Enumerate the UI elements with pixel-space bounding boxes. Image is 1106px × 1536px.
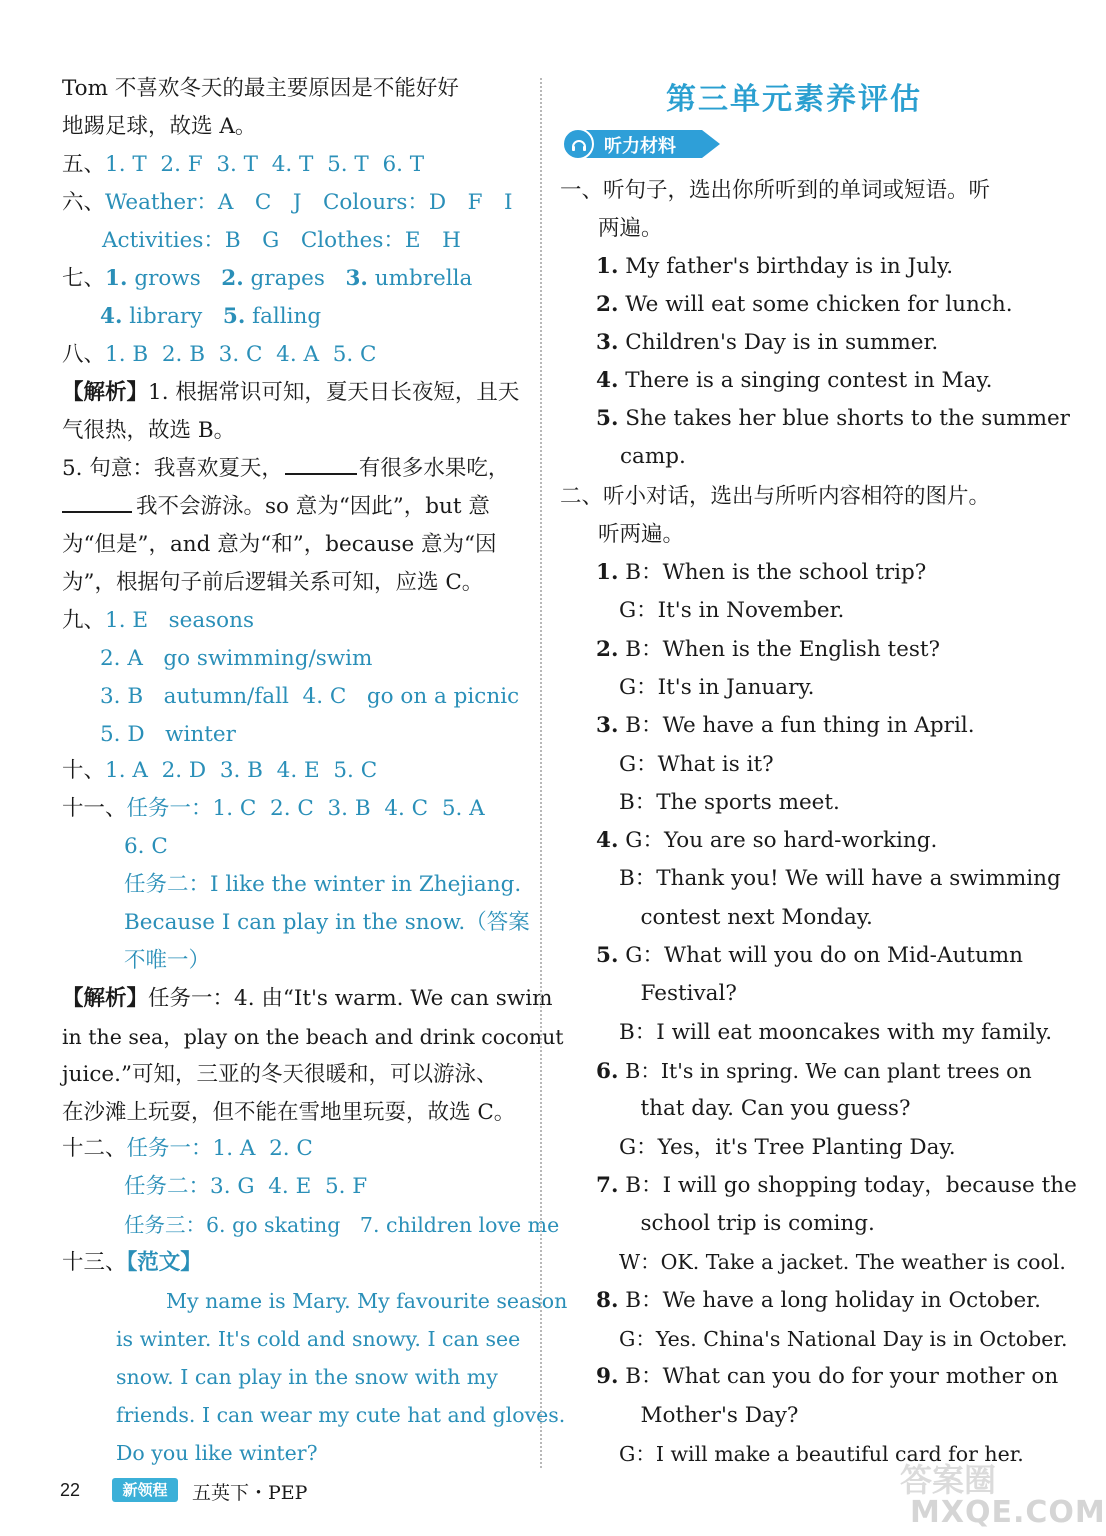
section-12-task2: 任务二：3. G 4. E 5. F — [124, 1174, 368, 1199]
essay-line: Do you like winter? — [116, 1441, 318, 1465]
dialog-line — [619, 903, 873, 933]
item-number: 7. — [596, 1172, 619, 1198]
item-number: 5. — [596, 943, 619, 968]
dialog-text: B：It's in spring. We can plant trees on — [625, 1058, 1032, 1083]
sentence-text: We will eat some chicken for lunch. — [625, 292, 1013, 317]
text-line: 两遍。 — [598, 216, 663, 241]
dialog-text: G：It's in November. — [619, 598, 845, 624]
dialog-text: G：Yes. China's National Day is in October. — [619, 1327, 1068, 1351]
dialog-line — [619, 1401, 798, 1431]
dialog-text: school trip is coming. — [619, 1211, 875, 1237]
blank-line — [285, 455, 357, 475]
badge-circle — [562, 128, 594, 160]
section-11-item6: 6. C — [124, 834, 168, 859]
essay-line: friends. I can wear my cute hat and gloves. — [116, 1403, 566, 1427]
badge-label: 听力材料 — [604, 136, 676, 157]
essay-line: is winter. It's cold and snowy. I can see — [116, 1327, 521, 1351]
dialog-text: B：Thank you! We will have a swimming — [619, 866, 1061, 892]
section-9-row: 2. A go swimming/swim — [100, 646, 373, 671]
listening-sentence — [596, 404, 1070, 434]
dialog-line — [619, 1133, 956, 1163]
section-13: 十三、【范文】 — [62, 1250, 202, 1275]
brand-logo: 新领程 — [112, 1478, 178, 1502]
dialog-text: B：When is the English test? — [625, 636, 941, 662]
dialog-line — [619, 1247, 1066, 1278]
listening-sentence — [596, 252, 953, 282]
part-2: 二、听小对话，选出与所听内容相符的图片。 — [560, 484, 991, 509]
item-number: 6. — [596, 1058, 619, 1084]
dialog-text: G：What will you do on Mid-Autumn — [625, 943, 1024, 968]
dialog-line — [619, 596, 844, 626]
section-11-task2: 不唯一） — [124, 948, 211, 973]
text-line: 为”，根据句子前后逻辑关系可知，应选 C。 — [62, 570, 484, 595]
section-12-task3: 任务三：6. go skating 7. children love me — [124, 1213, 560, 1237]
dialog-line — [596, 635, 940, 665]
section-10: 十、1. A 2. D 3. B 4. E 5. C — [62, 758, 378, 783]
item-number: 4. — [596, 828, 619, 854]
item-number: 1. — [596, 560, 619, 585]
item-number: 3. — [596, 713, 619, 739]
analysis-sentence: 我不会游泳。so 意为“因此”，but 意 — [62, 492, 490, 522]
section-6: 六、Weather：A C J Colours：D F I — [62, 190, 513, 215]
dialog-line — [619, 788, 840, 818]
dialog-text: that day. Can you guess? — [619, 1096, 911, 1122]
dialog-line — [596, 1362, 1058, 1392]
text-line: 为“但是”，and 意为“和”，because 意为“因 — [62, 532, 497, 557]
page-number: 22 — [60, 1480, 81, 1500]
dialog-text: G：You are so hard-working. — [625, 828, 938, 854]
dialog-text: contest next Monday. — [619, 904, 873, 930]
sentence-text: There is a singing contest in May. — [625, 368, 993, 393]
dialog-text: Mother's Day? — [619, 1402, 799, 1428]
dialog-line — [619, 864, 1061, 894]
dialog-text: B：I will eat mooncakes with my family. — [619, 1019, 1053, 1045]
dialog-line — [596, 711, 975, 741]
dialog-line — [619, 1018, 1052, 1048]
dialog-line — [619, 1094, 910, 1124]
dialog-text: W：OK. Take a jacket. The weather is cool. — [619, 1250, 1066, 1275]
dialog-text: B：What can you do for your mother on — [625, 1364, 1059, 1390]
sentence-text: My father's birthday is in July. — [625, 254, 954, 279]
section-8: 八、1. B 2. B 3. C 4. A 5. C — [62, 342, 377, 367]
item-number: 1. — [596, 254, 619, 279]
text-line: in the sea，play on the beach and drink coconut — [62, 1025, 564, 1049]
dialog-line — [619, 1324, 1067, 1355]
section-11: 十一、任务一：1. C 2. C 3. B 4. C 5. A — [62, 796, 485, 821]
blank-line — [62, 493, 132, 513]
section-badge — [562, 128, 722, 160]
analysis-sentence: 5. 句意：我喜欢夏天， 有很多水果吃， — [62, 456, 510, 481]
book-title: 五英下・PEP — [192, 1482, 308, 1504]
part-1: 一、听句子，选出你所听到的单词或短语。听 — [560, 178, 991, 203]
dialog-line — [596, 826, 937, 856]
dialog-text: B：We have a long holiday in October. — [625, 1287, 1041, 1313]
listening-sentence — [596, 328, 938, 358]
dialog-text: G：Yes，it's Tree Planting Day. — [619, 1134, 956, 1160]
section-7: 七、1. grows 2. grapes 3. umbrella — [62, 266, 473, 291]
dialog-line — [619, 750, 774, 780]
section-12: 十二、任务一：1. A 2. C — [62, 1136, 313, 1161]
section-9: 九、1. E seasons — [62, 608, 255, 633]
section-9-row: 3. B autumn/fall 4. C go on a picnic — [100, 684, 520, 709]
dialog-text: G：What is it? — [619, 751, 774, 777]
dialog-line — [596, 558, 926, 588]
section-11-task2: 任务二：I like the winter in Zhejiang. — [124, 872, 522, 897]
text-line: 听两遍。 — [598, 522, 685, 547]
section-11-task2: Because I can play in the snow.（答案 — [124, 910, 530, 935]
item-number: 8. — [596, 1287, 619, 1313]
watermark-url: MXQE.COM — [910, 1495, 1106, 1530]
dialog-text: B：We have a fun thing in April. — [625, 713, 975, 739]
sentence-continuation: camp. — [620, 444, 686, 469]
essay-line: My name is Mary. My favourite season — [166, 1289, 568, 1313]
section-7-line2: 4. library 5. falling — [100, 304, 322, 329]
dialog-line — [596, 1056, 1032, 1087]
dialog-text: B：The sports meet. — [619, 789, 840, 815]
text-line: 气很热，故选 B。 — [62, 418, 236, 443]
dialog-text: G：It's in January. — [619, 674, 815, 700]
dialog-line — [619, 1209, 875, 1239]
text-line: 在沙滩上玩耍，但不能在雪地里玩耍，故选 C。 — [62, 1100, 516, 1125]
dialog-line — [619, 979, 737, 1009]
dialog-text: G：I will make a beautiful card for her. — [619, 1441, 1024, 1466]
dialog-text: B：When is the school trip? — [625, 560, 927, 585]
dialog-text: Festival? — [619, 981, 737, 1007]
section-5: 五、1. T 2. F 3. T 4. T 5. T 6. T — [62, 152, 425, 177]
dialog-line — [596, 1286, 1041, 1316]
analysis-2: 【解析】任务一：4. 由“It's warm. We can swim — [62, 986, 553, 1011]
text-line: 地踢足球，故选 A。 — [62, 114, 257, 139]
item-number: 2. — [596, 636, 619, 662]
section-6-line2: Activities：B G Clothes：E H — [102, 228, 461, 253]
item-number: 4. — [596, 368, 619, 393]
dialog-line — [619, 673, 815, 703]
headphones-icon — [571, 138, 587, 152]
item-number: 3. — [596, 330, 619, 355]
watermark-logo: 答案圈 — [900, 1461, 997, 1499]
section-9-row: 5. D winter — [100, 722, 236, 747]
analysis-1: 【解析】1. 根据常识可知，夏天日长夜短，且天 — [62, 380, 520, 405]
item-number: 5. — [596, 406, 619, 431]
listening-sentence — [596, 366, 993, 396]
watermark — [900, 1455, 1106, 1530]
column-divider — [540, 78, 542, 1468]
listening-sentence — [596, 290, 1013, 320]
text-line: Tom 不喜欢冬天的最主要原因是不能好好 — [62, 76, 459, 101]
dialog-line — [596, 1171, 1077, 1201]
item-number: 2. — [596, 292, 619, 317]
text-line: juice.”可知，三亚的冬天很暖和，可以游泳、 — [62, 1062, 498, 1087]
dialog-line — [596, 941, 1023, 971]
sentence-text: She takes her blue shorts to the summer — [625, 406, 1070, 431]
sentence-text: Children's Day is in summer. — [625, 330, 939, 355]
item-number: 9. — [596, 1364, 619, 1390]
page-title: 第三单元素养评估 — [666, 82, 922, 117]
essay-line: snow. I can play in the snow with my — [116, 1365, 498, 1389]
dialog-text: B：I will go shopping today，because the — [625, 1172, 1077, 1198]
